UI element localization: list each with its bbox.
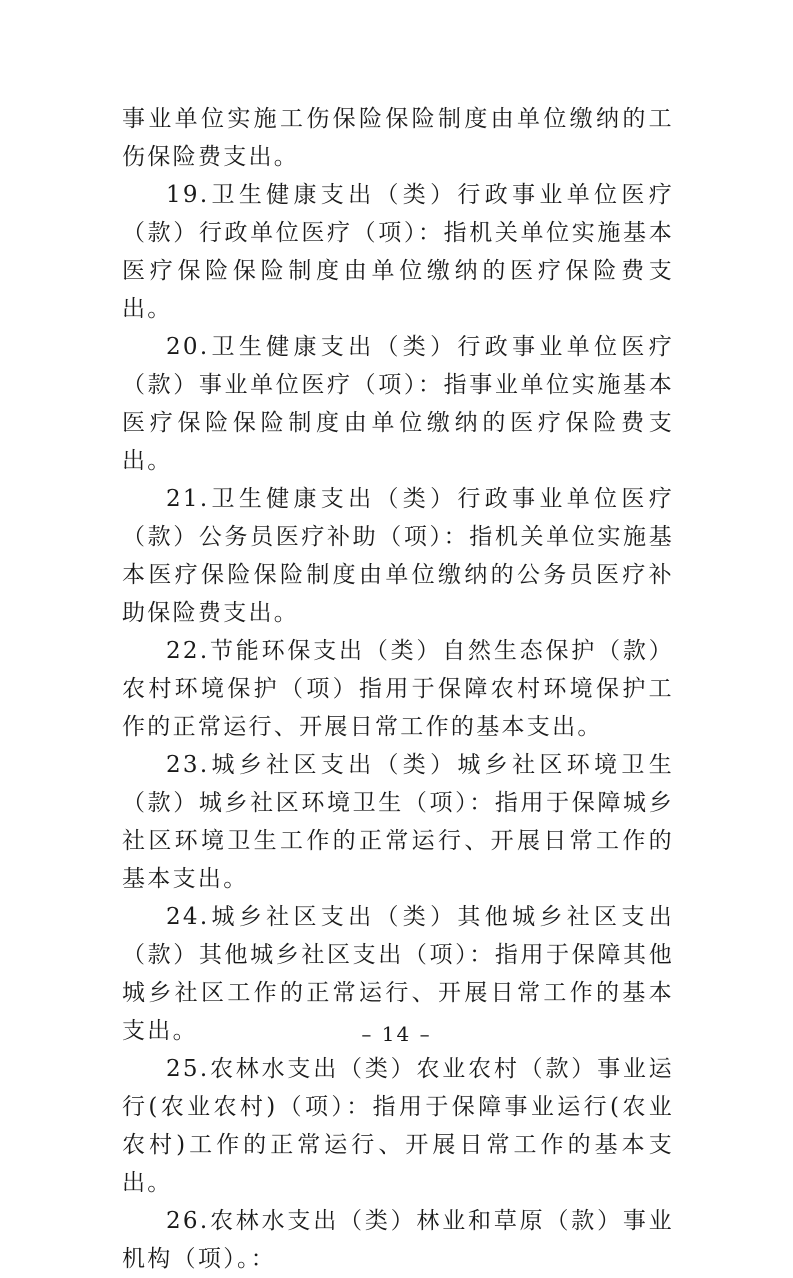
page-number: – 14 – — [361, 1022, 432, 1046]
paragraph-item-21: 21.卫生健康支出（类）行政事业单位医疗（款）公务员医疗补助（项）：指机关单位实施基本医疗保险保险制度由单位缴纳的公务员医疗补助保险费支出。 — [122, 486, 674, 626]
paragraph-item-23: 23.城乡社区支出（类）城乡社区环境卫生（款）城乡社区环境卫生（项）：指用于保障城乡社区环境卫生工作的正常运行、开展日常工作的基本支出。 — [122, 752, 674, 892]
paragraph-item-20: 20.卫生健康支出（类）行政事业单位医疗（款）事业单位医疗（项）：指事业单位实施基本医疗保险保险制度由单位缴纳的医疗保险费支出。 — [122, 334, 674, 474]
paragraph-continuation: 事业单位实施工伤保险保险制度由单位缴纳的工伤保险费支出。 — [122, 106, 674, 170]
paragraph-item-24: 24.城乡社区支出（类）其他城乡社区支出（款）其他城乡社区支出（项）：指用于保障其他城乡社区工作的正常运行、开展日常工作的基本支出。 — [122, 904, 674, 1044]
paragraph-item-19: 19.卫生健康支出（类）行政事业单位医疗（款）行政单位医疗（项）：指机关单位实施基本医疗保险保险制度由单位缴纳的医疗保险费支出。 — [122, 182, 674, 322]
paragraph-item-25: 25.农林水支出（类）农业农村（款）事业运行(农业农村)（项）：指用于保障事业运行(农业农村)工作的正常运行、开展日常工作的基本支出。 — [122, 1056, 674, 1196]
body-text — [122, 100, 674, 1278]
paragraph-item-22: 22.节能环保支出（类）自然生态保护（款）农村环境保护（项）指用于保障农村环境保护工作的正常运行、开展日常工作的基本支出。 — [122, 638, 674, 740]
paragraph-item-26: 26.农林水支出（类）林业和草原（款）事业机构（项）。： — [122, 1208, 674, 1272]
